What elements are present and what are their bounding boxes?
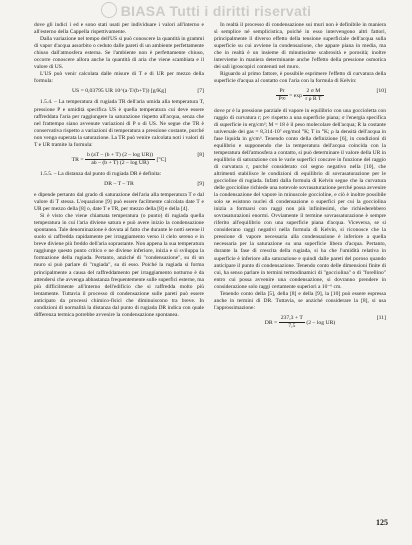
equation-fraction	[276, 88, 287, 103]
equation-11	[214, 315, 386, 330]
equation-rhs: (2 – log UR)	[306, 319, 336, 326]
paragraph: dove pr è la pressione parziale di vapore in equilibrio con una goccioletta con raggio di curvatura r; p∞ rispetto a una superficie piana; σ l'energia specifica di superficie in erg/cm²; M = 18 è il peso molecolare dell'acqua; R la costante universale dei gas = 8,314·10⁷ erg/mol °K; T in °K; ρ la densità dell'acqua in fase liquida in g/cm³. Tenendo conto della definizione [6], in condizioni di equilibrio e supponendo che la temperatura dell'acqua coincida con la temperatura dell'atmosfera a contatto, si può determinare il valore della UR in equilibrio di saturazione con le varie superfici concave in funzione del raggio di curvatura r, purché considerato col segno negativo nella [10], che altrimenti stabilisce le condizioni di equilibrio di sovrasaturazione per le goccioline di rugiada. Infatti dalla formula di Kelvin segue che la curvatura delle goccioline richiede una notevole sovrasaturazione perché possa avvenire la condensazione del vapore in minuscole goccioline, e ciò è inoltre possibile solo se esistono nuclei di condensazione o superfici per cui la gocciolina inizia a formarsi con raggi non più infinitesimi, che richiederebbero sovrasaturazioni enormi. Ovviamente il termine sovrassaturazione è sempre riferito all'equilibrio con una superficie piana d'acqua. Viceversa, se si considerano raggi negativi nella formula di Kelvin, si riconosce che la pressione di vapore necessaria alla condensazione è inferiore a quella necessaria per la saturazione su una superficie libera d'acqua. Pertanto, durante la fase di crescita della rugiada, si ha che l'umidità relativa in superficie è inferiore alla saturazione e quindi dalle pareti del poroso quando anticipare il punto di condensazione. Tenendo conto delle dimensioni finite di cui, ha senso parlare in termini termodinamici di "gocciolina" o di "forellino" entro cui possa avvenire una condensazione, si dovranno prendere in considerazione solo raggi certamente superiori a 10⁻⁶ cm.	[214, 107, 386, 290]
paragraph: e dipende pertanto dal grado di saturazione dell'aria alla temperatura T e dal valore di T stessa. L'equazione [9] può essere facilmente calcolata date T e UR per mezzo della [8] o, date T e TR, per mezzo della [8] e della [4].	[34, 191, 204, 213]
page-number: 125	[376, 518, 388, 527]
paragraph: Tenendo conto della [5], della [8] e della [9], la [10] può essere espressa anche in termini di DR. Tuttavia, se anziché considerare la [8], si usa l'approssimazione:	[214, 290, 386, 311]
fraction-numerator: b (aT – (b + T) (2 – log UR))	[85, 152, 155, 160]
fraction-denominator: r ρ R T	[305, 96, 322, 103]
paragraph: Riguardo al primo fattore, è possibile esprimere l'effetto di curvatura della superficie d'acqua al contatto con l'aria con la formula di Kelvin:	[214, 71, 386, 85]
watermark	[0, 2, 412, 19]
paragraph: Dalla variazione nel tempo dell'US si può conoscere la quantità in grammi di vapor d'acqua assorbito o ceduto dalle pareti di un ambiente perfettamente chiuso dall'atmosfera esterna. Se l'ambiente non è perfettamente chiuso, occorre conoscere allora anche la quantità di aria che viene scambiata e il valore di US.	[34, 36, 204, 71]
fraction-denominator: 7,5	[288, 322, 296, 329]
equation-fraction	[85, 152, 155, 167]
left-column	[34, 22, 204, 319]
equation-lhs: TR =	[71, 156, 84, 163]
equation-body: DR – T – TR	[104, 180, 134, 187]
fraction-numerator: 237,3 + T	[279, 315, 305, 323]
watermark-text: BIASA Tutti i diritti riservati	[120, 3, 312, 19]
equation-number: [9]	[197, 180, 204, 187]
equation-number: [10]	[376, 88, 386, 95]
paragraph: L'US può venir calcolata dalle misure di T e di UR per mezzo della formula:	[34, 71, 204, 85]
paragraph: dove gli indici i ed e sono stati usati per individuare i valori all'interno e all'esterno della Cappella rispettivamente.	[34, 22, 204, 36]
fraction-denominator: P∞	[278, 96, 286, 103]
equation-unit: [°C]	[156, 156, 167, 163]
equation-number: [7]	[197, 88, 204, 95]
watermark-seal-icon	[101, 2, 117, 18]
equation-number: [11]	[376, 314, 386, 321]
equation-fraction	[279, 315, 305, 330]
equation-number: [8]	[197, 151, 204, 158]
equation-fraction	[303, 88, 323, 103]
equation-lhs: DR =	[264, 319, 278, 326]
paragraph: 1.5.4. – La temperatura di rugiada TR dell'aria umida alla temperatura T, pressione P e umidità specifica US è quella temperatura cui deve essere raffreddata l'aria per raggiungere la saturazione rispetto all'acqua, senza che nel frattempo siano avvenute variazioni di P o di US. Ne segue che TR è conservativa rispetto a variazioni di temperatura a pressione costante, purché non venga superata la saturazione. La TR può venire calcolata noti i valori di T e UR tramite la formula:	[34, 99, 204, 148]
equation-8	[34, 152, 204, 167]
paragraph: 1.5.5. – La distanza dal punto di rugiada DR è definita:	[40, 170, 162, 177]
equation-operator: = exp	[289, 93, 302, 100]
equation-body: US = 0,03795 UR 10^(a·T/(b+T)) [g/Kg]	[71, 88, 167, 95]
paragraph: Si è visto che viene chiamata temperatura (o punto) di rugiada quella temperatura in cui l'aria diviene satura e può avere inizio la condensazione spontanea. Tale denominazione è dovuta al fatto che durante le notti serene il suolo si raffredda rapidamente per irraggiamento verso il cielo sereno e in breve diviene più freddo dell'aria soprastante. Non appena la sua temperatura raggiunge questo punto critico e ne diviene inferiore, inizia e si sviluppa la formazione della rugiada. Pertanto, anziché di "condensazione", su di un muro si può parlare di "rugiada", su di esso. Poiché la rugiada si forma principalmente a causa del raffreddamento per irraggiamento notturno è da attendersi che avvenga abbastanza frequentemente sulle superfici esterne, ma più difficilmente all'interno dell'edificio che si raffredda molto più lentamente. Tuttavia il processo di condensazione sulle pareti può essere anticipato da processi chimico-fisici che diminuiscono tra breve. In condizioni di normalità la distanza dal punto di rugiada DR indica con quale differenza termica potrebbe avvenire la condensazione spontanea.	[34, 213, 204, 318]
paragraph: In realtà il processo di condensazione sui muri non è definibile in maniera sì semplice né semplicistica, poiché in esso intervengono altri fattori, principalmente il diverso effetto della tensione superficiale dell'acqua sulla superficie su cui avviene la condensazione, che appare piana in media, ma che in realtà è un insieme di minutissime scabrosità e porosità; inoltre intervieme in maniera determinante anche l'effetto della pressione osmotica dei sali igroscopici contenuti nel muro.	[214, 22, 386, 71]
right-column	[214, 22, 386, 334]
equation-9	[34, 181, 204, 188]
equation-7	[34, 88, 204, 95]
fraction-numerator: Pr	[276, 88, 287, 96]
fraction-denominator: ab – (b + T) (2 – log UR)	[91, 159, 149, 166]
fraction-numerator: 2 σ M	[303, 88, 323, 96]
equation-10	[214, 88, 386, 103]
